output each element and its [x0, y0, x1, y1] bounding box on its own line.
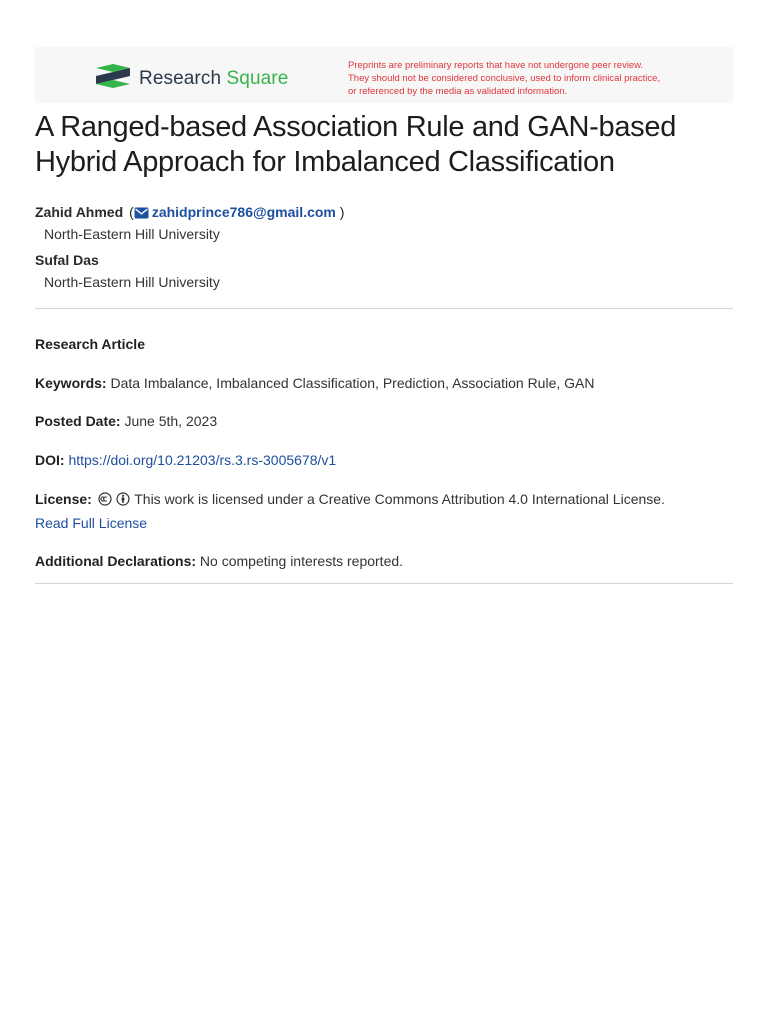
disclaimer-line: They should not be considered conclusive, used to inform clinical practice,	[348, 72, 661, 84]
divider	[35, 308, 733, 309]
attribution-icon	[116, 492, 130, 506]
posted-date-label: Posted Date:	[35, 413, 121, 429]
license-row	[35, 490, 665, 510]
author-email-wrapper: ( zahidprince786@gmail.com )	[129, 204, 345, 220]
declarations-label: Additional Declarations:	[35, 553, 197, 569]
research-square-logo-icon	[95, 64, 131, 94]
author-email: zahidprince786@gmail.com	[151, 204, 336, 220]
keywords-label: Keywords:	[35, 375, 107, 391]
declarations-row	[35, 552, 403, 570]
author-1	[35, 203, 344, 221]
preprint-banner	[35, 47, 733, 103]
logo-word-square: Square	[226, 68, 289, 89]
paper-title	[35, 110, 735, 180]
license-link-row	[35, 514, 147, 532]
doi-label: DOI:	[35, 452, 65, 468]
article-type	[35, 335, 145, 353]
title-line-2: Hybrid Approach for Imbalanced Classification	[35, 146, 615, 178]
author-2-affiliation: North-Eastern Hill University	[44, 274, 220, 290]
author-name: Sufal Das	[35, 252, 99, 268]
doi-link[interactable]: https://doi.org/10.21203/rs.3.rs-3005678/v1	[68, 452, 337, 468]
divider	[35, 583, 733, 584]
article-type-label: Research Article	[35, 336, 145, 352]
license-text: This work is licensed under a Creative Commons Attribution 4.0 International License.	[134, 491, 665, 507]
keywords-value: Data Imbalance, Imbalanced Classification, Prediction, Association Rule, GAN	[110, 375, 595, 391]
logo-word-research: Research	[139, 68, 222, 89]
author-name: Zahid Ahmed	[35, 204, 124, 220]
doi-row	[35, 451, 336, 469]
posted-date-row	[35, 412, 217, 430]
title-line-1: A Ranged-based Association Rule and GAN-based	[35, 111, 677, 143]
research-square-logo[interactable]	[95, 64, 288, 94]
author-2	[35, 251, 99, 269]
license-label: License:	[35, 491, 92, 507]
disclaimer-line: or referenced by the media as validated information.	[348, 85, 568, 97]
author-email-link[interactable]	[134, 204, 336, 220]
logo-text	[139, 68, 288, 90]
declarations-value: No competing interests reported.	[199, 553, 404, 569]
creative-commons-icon	[98, 492, 112, 506]
envelope-icon	[134, 207, 149, 219]
license-icons	[98, 492, 130, 510]
author-1-affiliation: North-Eastern Hill University	[44, 226, 220, 242]
disclaimer-line: Preprints are preliminary reports that have not undergone peer review.	[348, 60, 644, 71]
read-full-license-link[interactable]: Read Full License	[35, 515, 148, 531]
preprint-disclaimer	[348, 60, 728, 98]
keywords-row	[35, 374, 594, 392]
posted-date-value: June 5th, 2023	[124, 413, 218, 429]
